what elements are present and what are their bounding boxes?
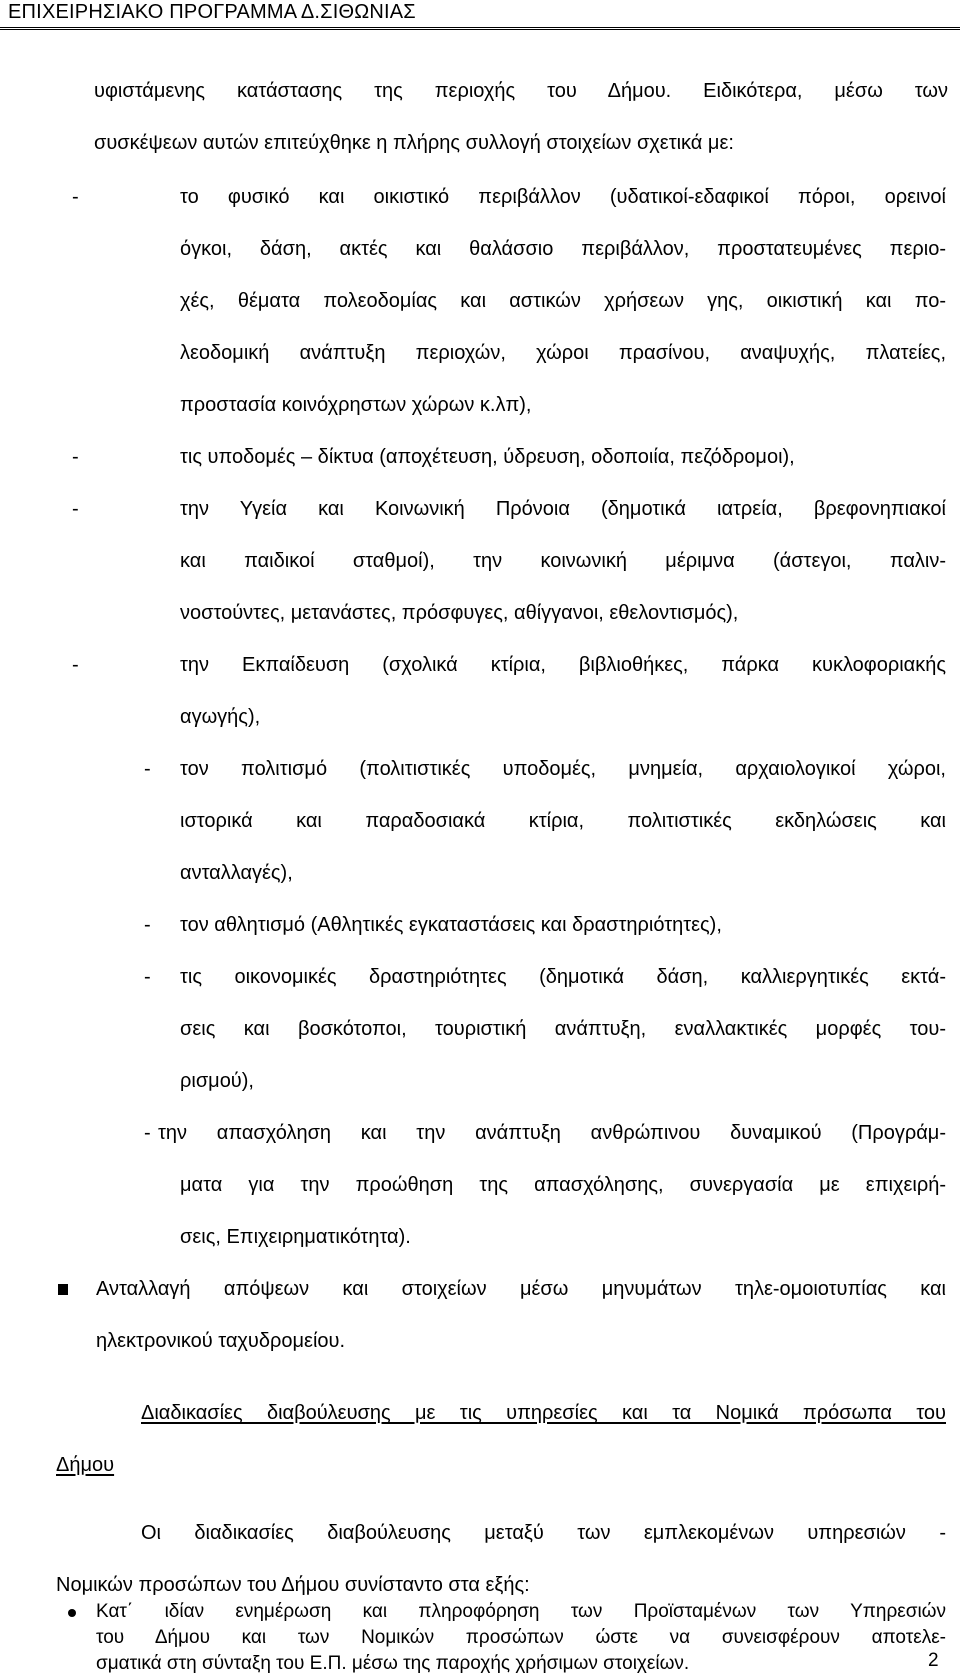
list-item-text: προστασία κοινόχρηστων χώρων κ.λπ), — [180, 394, 532, 416]
list-item-text: αγωγής), — [180, 706, 261, 728]
list-item-text: ματα για την προώθηση της απασχόλησης, συνεργασία με επιχειρή- — [180, 1174, 946, 1196]
list-dash: - — [72, 446, 79, 468]
list-item-text: λεοδομική ανάπτυξη περιοχών, χώροι πρασίνου, αναψυχής, πλατείες, — [180, 342, 946, 364]
list-item-text: το φυσικό και οικιστικό περιβάλλον (υδατικοί-εδαφικοί πόροι, ορεινοί — [180, 186, 946, 208]
list-dash: - — [72, 186, 79, 208]
round-bullet-icon — [68, 1609, 76, 1617]
bullet-item-text: Ανταλλαγή απόψεων και στοιχείων μέσω μηνυμάτων τηλε-ομοιοτυπίας και — [96, 1278, 946, 1300]
list-item-text: τον πολιτισμό (πολιτιστικές υποδομές, μνημεία, αρχαιολογικοί χώροι, — [180, 758, 946, 780]
list-item-text: νοστούντες, μετανάστες, πρόσφυγες, αθίγγανοι, εθελοντισμός), — [180, 602, 739, 624]
bullet-item-text: Κατ΄ ιδίαν ενημέρωση και πληροφόρηση των Προϊσταμένων των Υπηρεσιών — [96, 1601, 946, 1622]
text-line: συσκέψεων αυτών επιτεύχθηκε η πλήρης συλλογή στοιχείων σχετικά με: — [94, 132, 734, 154]
list-item-text: την Εκπαίδευση (σχολικά κτίρια, βιβλιοθήκες, πάρκα κυκλοφοριακής — [180, 654, 946, 676]
list-item-text: την απασχόληση και την ανάπτυξη ανθρώπινου δυναμικού (Προγράμ- — [158, 1122, 946, 1144]
header-title: ΕΠΙΧΕΙΡΗΣΙΑΚΟ ΠΡΟΓΡΑΜΜΑ Δ.ΣΙΘΩΝΙΑΣ — [8, 1, 416, 23]
paragraph-text: Νομικών προσώπων του Δήμου συνίσταντο στα εξής: — [56, 1574, 530, 1596]
list-dash: - — [144, 1122, 151, 1144]
list-item-text: χές, θέματα πολεοδομίας και αστικών χρήσεων γης, οικιστική και πο- — [180, 290, 946, 312]
bullet-item-text: του Δήμου και των Νομικών προσώπων ώστε να συνεισφέρουν αποτελε- — [96, 1627, 946, 1648]
list-dash: - — [144, 966, 151, 988]
square-bullet-icon — [58, 1284, 68, 1295]
page-header — [0, 0, 960, 30]
paragraph-text: Οι διαδικασίες διαβούλευσης μεταξύ των εμπλεκομένων υπηρεσιών - — [141, 1522, 946, 1544]
list-item-text: την Υγεία και Κοινωνική Πρόνοια (δημοτικά ιατρεία, βρεφονηπιακοί — [180, 498, 946, 520]
list-item-text: σεις και βοσκότοποι, τουριστική ανάπτυξη, εναλλακτικές μορφές του- — [180, 1018, 946, 1040]
page-number: 2 — [928, 1650, 939, 1671]
text-line: υφιστάμενης κατάστασης της περιοχής του Δήμου. Ειδικότερα, μέσω των — [94, 80, 948, 102]
bullet-item-text: σματικά στη σύνταξη του Ε.Π. μέσω της παροχής χρήσιμων στοιχείων. — [96, 1653, 690, 1674]
section-heading: Διαδικασίες διαβούλευσης με τις υπηρεσίες και τα Νομικά πρόσωπα του — [141, 1402, 946, 1424]
list-dash: - — [72, 654, 79, 676]
list-item-text: τις οικονομικές δραστηριότητες (δημοτικά δάση, καλλιεργητικές εκτά- — [180, 966, 946, 988]
list-item-text: τον αθλητισμό (Αθλητικές εγκαταστάσεις και δραστηριότητες), — [180, 914, 722, 936]
list-dash: - — [144, 914, 151, 936]
section-heading: Δήμου — [56, 1454, 115, 1476]
list-item-text: και παιδικοί σταθμοί), την κοινωνική μέριμνα (άστεγοι, παλιν- — [180, 550, 946, 572]
list-item-text: σεις, Επιχειρηματικότητα). — [180, 1226, 411, 1248]
list-dash: - — [144, 758, 151, 780]
list-item-text: ιστορικά και παραδοσιακά κτίρια, πολιτιστικές εκδηλώσεις και — [180, 810, 946, 832]
list-item-text: ανταλλαγές), — [180, 862, 293, 884]
list-item-text: τις υποδομές – δίκτυα (αποχέτευση, ύδρευση, οδοποιία, πεζόδρομοι), — [180, 446, 795, 468]
list-item-text: όγκοι, δάση, ακτές και θαλάσσιο περιβάλλον, προστατευμένες περιο- — [180, 238, 946, 260]
list-dash: - — [72, 498, 79, 520]
bullet-item-text: ηλεκτρονικού ταχυδρομείου. — [96, 1330, 346, 1352]
list-item-text: ρισμού), — [180, 1070, 254, 1092]
